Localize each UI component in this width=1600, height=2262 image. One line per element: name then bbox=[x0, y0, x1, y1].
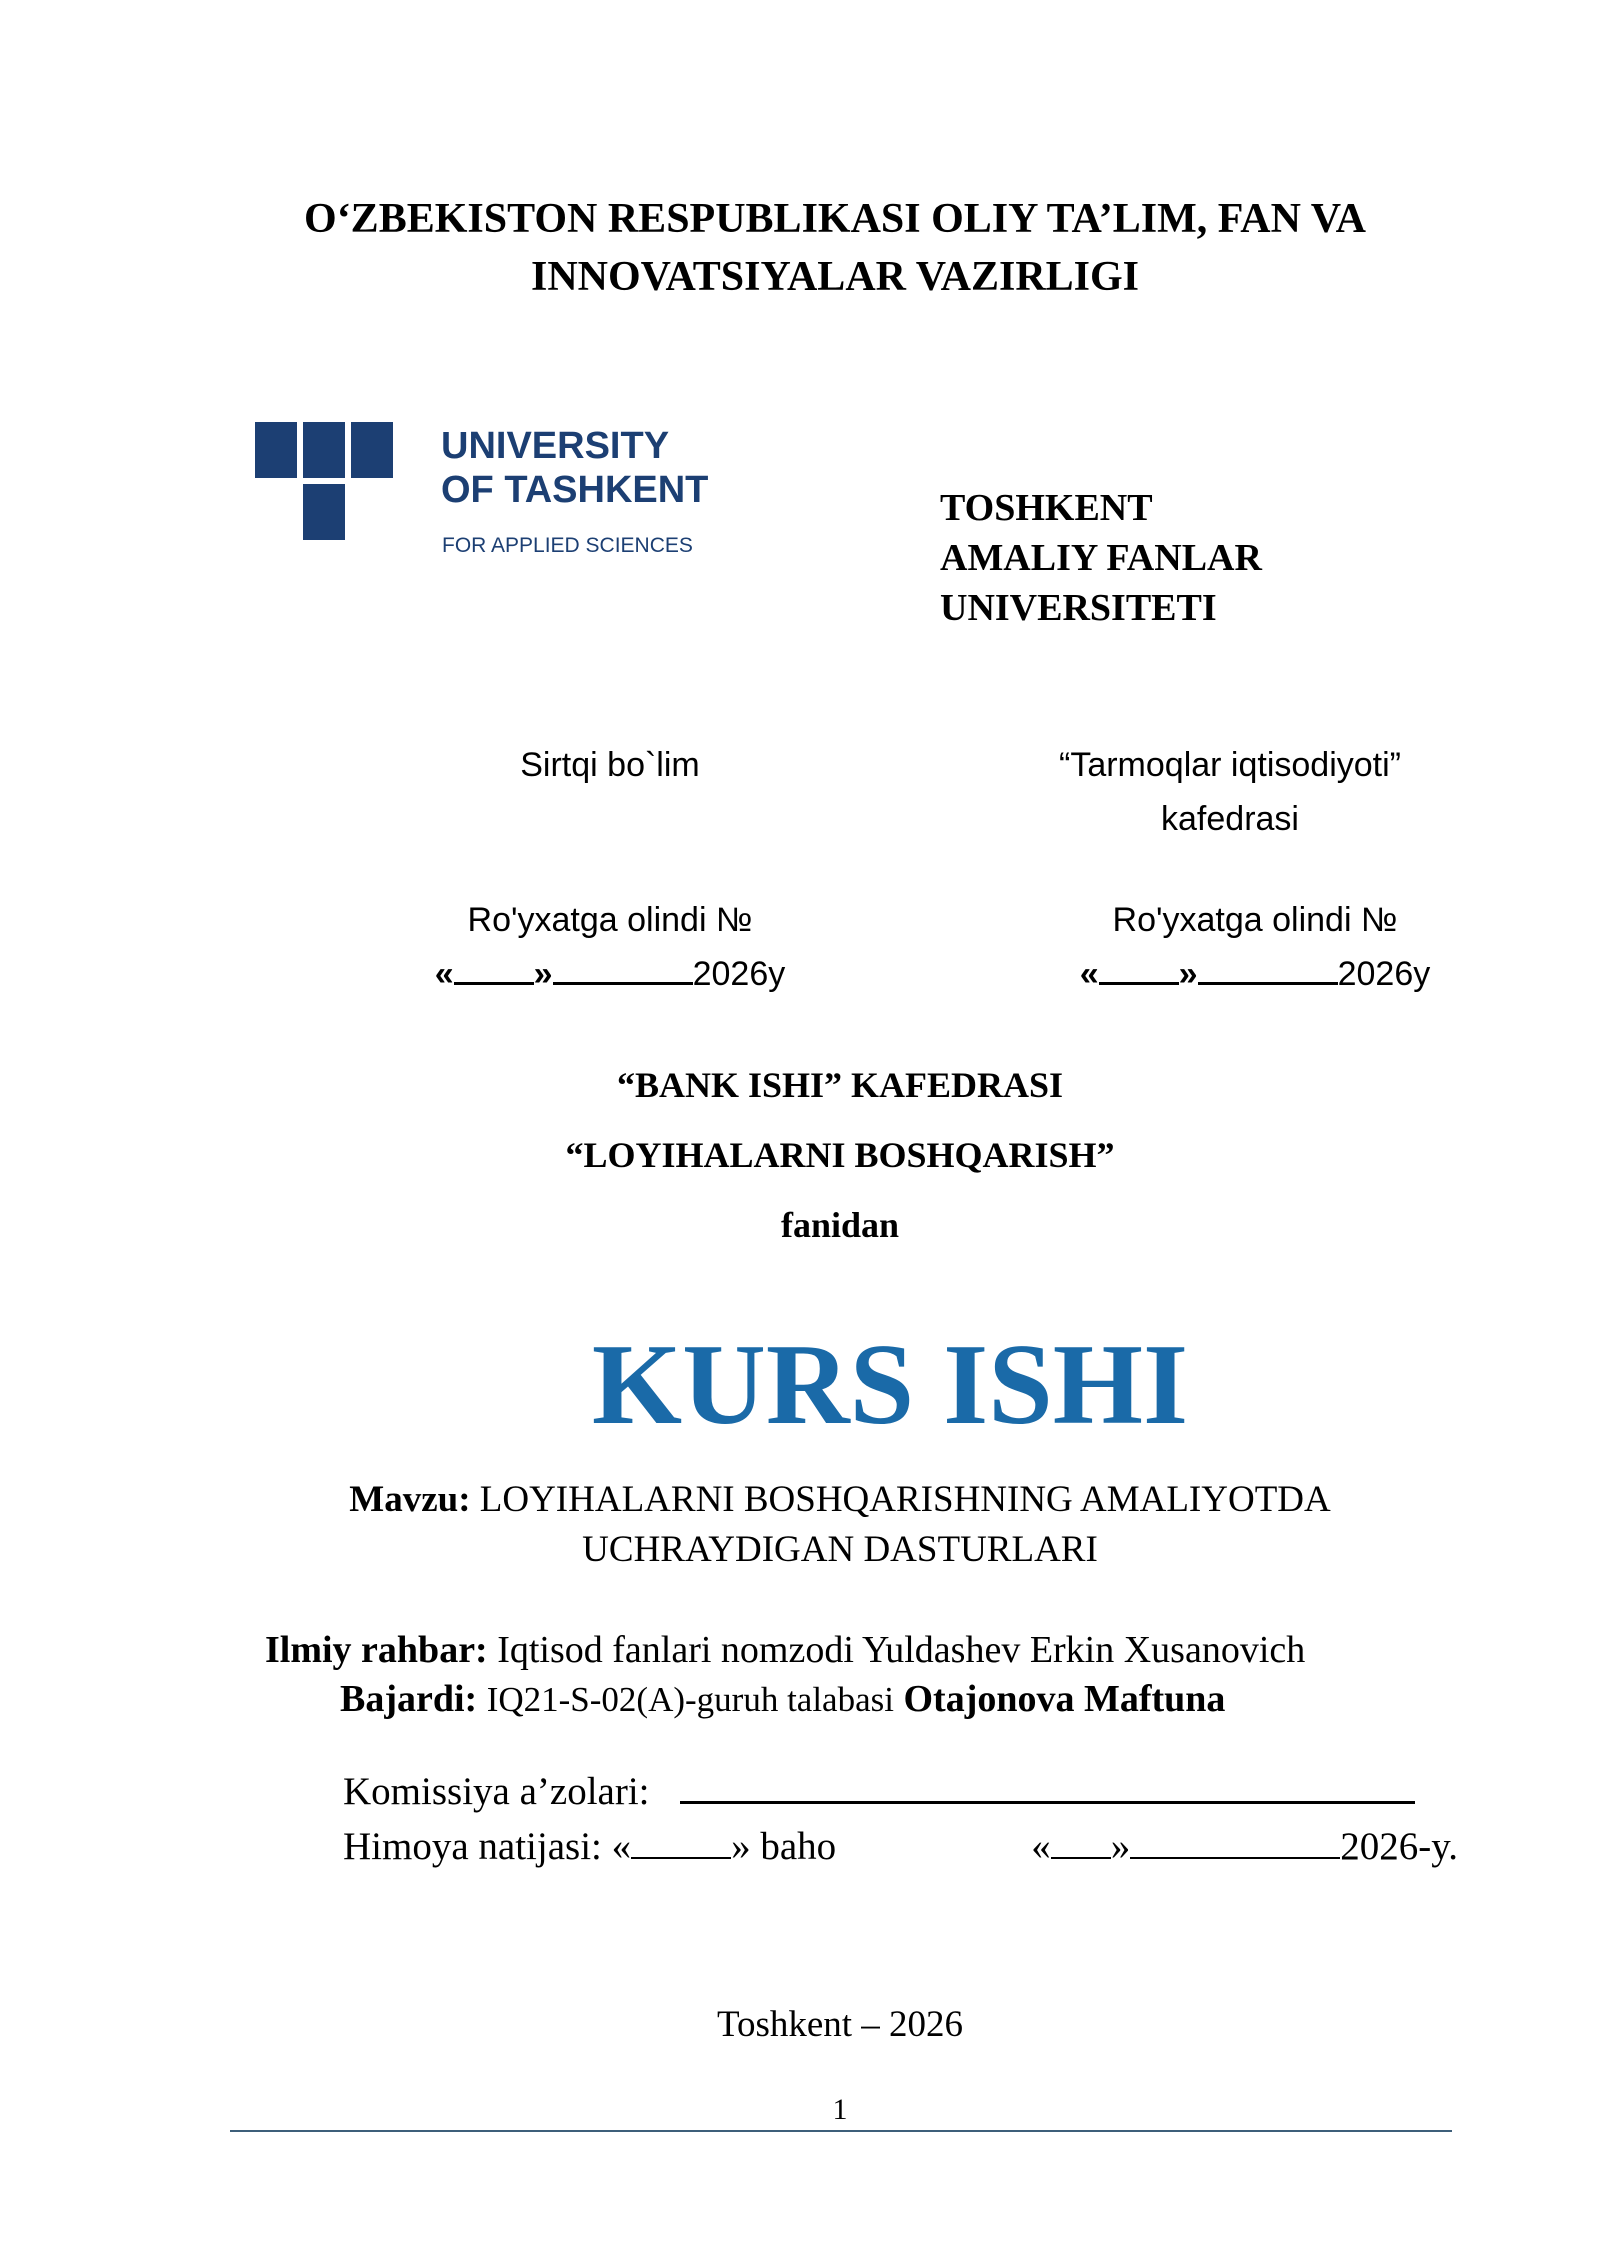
defense-grade-suffix: » baho bbox=[731, 1825, 837, 1868]
commission-label: Komissiya a’zolari: bbox=[343, 1770, 650, 1813]
topic-block bbox=[300, 1475, 1380, 1575]
performer-line bbox=[340, 1675, 1225, 1724]
defense-label: Himoya natijasi: « bbox=[343, 1825, 632, 1868]
university-logo bbox=[255, 422, 709, 557]
left-department-label: Sirtqi bo`lim bbox=[520, 746, 700, 784]
left-year: 2026y bbox=[692, 955, 786, 993]
supervisor-line bbox=[265, 1626, 1305, 1674]
topic-line-2: UCHRAYDIGAN DASTURLARI bbox=[582, 1529, 1098, 1570]
logo-text-line-2: OF TASHKENT bbox=[441, 469, 709, 511]
left-date-open: « bbox=[434, 955, 454, 993]
right-registration-date bbox=[1050, 947, 1460, 1001]
ministry-line-2: INNOVATSIYALAR VAZIRLIGI bbox=[530, 254, 1140, 300]
topic-line-1: LOYIHALARNI BOSHQARISHNING AMALIYOTDA bbox=[479, 1479, 1331, 1520]
right-date-open: « bbox=[1079, 955, 1099, 993]
defense-month-blank[interactable] bbox=[1130, 1827, 1340, 1859]
left-department bbox=[420, 738, 800, 792]
logo-text-line-3: FOR APPLIED SCIENCES bbox=[442, 534, 693, 557]
defense-line bbox=[343, 1820, 1458, 1874]
left-month-blank[interactable] bbox=[553, 952, 693, 985]
document-title: KURS ISHI bbox=[591, 1321, 1189, 1449]
defense-date bbox=[1031, 1820, 1458, 1874]
grade-blank[interactable] bbox=[631, 1827, 731, 1859]
university-name-line-2: AMALIY FANLAR bbox=[940, 537, 1262, 579]
topic-label: Mavzu: bbox=[349, 1479, 471, 1520]
right-department-line-1: “Tarmoqlar iqtisodiyoti” bbox=[1059, 746, 1401, 784]
right-year: 2026y bbox=[1337, 955, 1431, 993]
right-date-close: » bbox=[1178, 955, 1198, 993]
course-block bbox=[300, 1060, 1380, 1270]
university-name-line-1: TOSHKENT bbox=[940, 487, 1153, 529]
performer-label: Bajardi: bbox=[340, 1678, 478, 1720]
ministry-line-1: O‘ZBEKISTON RESPUBLIKASI OLIY TA’LIM, FAN VA bbox=[304, 196, 1366, 242]
logo-mark-icon bbox=[255, 422, 393, 540]
course-subject-suffix: fanidan bbox=[780, 1205, 900, 1245]
page-number: 1 bbox=[832, 2093, 848, 2126]
course-subject: “LOYIHALARNI BOSHQARISH” bbox=[565, 1135, 1115, 1175]
right-month-blank[interactable] bbox=[1198, 952, 1338, 985]
performer-name: Otajonova Maftuna bbox=[903, 1678, 1226, 1720]
university-name bbox=[940, 483, 1262, 633]
commission-members-blank[interactable] bbox=[680, 1771, 1415, 1804]
course-department: “BANK ISHI” KAFEDRASI bbox=[616, 1065, 1064, 1105]
defense-date-year: 2026-y. bbox=[1340, 1825, 1458, 1868]
logo-text-line-1: UNIVERSITY bbox=[441, 425, 670, 467]
defense-date-mid: » bbox=[1110, 1825, 1131, 1868]
defense-date-open: « bbox=[1031, 1825, 1051, 1868]
ministry-header bbox=[200, 190, 1470, 306]
left-registration bbox=[420, 893, 800, 1001]
footer-divider bbox=[230, 2130, 1452, 2132]
left-date-close: » bbox=[533, 955, 553, 993]
supervisor-label: Ilmiy rahbar: bbox=[265, 1629, 488, 1671]
right-day-blank[interactable] bbox=[1099, 952, 1179, 985]
left-registration-date bbox=[420, 947, 800, 1001]
right-registration-label: Ro'yxatga olindi № bbox=[1112, 901, 1398, 939]
university-name-line-3: UNIVERSITETI bbox=[940, 587, 1217, 629]
performer-group: IQ21-S-02(A)-guruh talabasi bbox=[486, 1680, 894, 1719]
footer-city-year: Toshkent – 2026 bbox=[716, 2004, 964, 2045]
right-department bbox=[1000, 738, 1460, 846]
commission-line bbox=[343, 1765, 1415, 1819]
left-registration-label: Ro'yxatga olindi № bbox=[467, 901, 753, 939]
supervisor-value: Iqtisod fanlari nomzodi Yuldashev Erkin Xusanovich bbox=[497, 1629, 1306, 1671]
left-day-blank[interactable] bbox=[454, 952, 534, 985]
defense-day-blank[interactable] bbox=[1051, 1827, 1111, 1859]
right-department-line-2: kafedrasi bbox=[1161, 800, 1299, 838]
right-registration bbox=[1050, 893, 1460, 1001]
